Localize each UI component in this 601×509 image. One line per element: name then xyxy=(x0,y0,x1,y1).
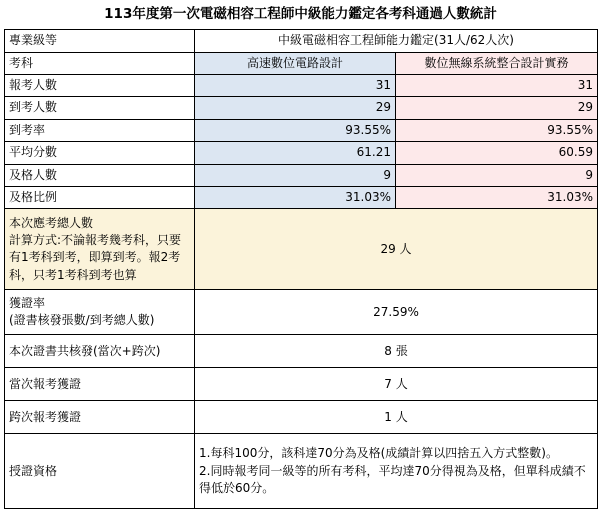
row-label-applicants: 報考人數 xyxy=(5,74,195,96)
table-row-cert-rate xyxy=(5,290,598,335)
table-row xyxy=(5,119,598,141)
table-row-qualification xyxy=(5,434,598,509)
qualification-label: 授證資格 xyxy=(5,434,195,509)
cert-cross-label: 跨次報考獲證 xyxy=(5,401,195,434)
table-row xyxy=(5,74,598,96)
table-row-subjects xyxy=(5,52,598,74)
cert-rate-label-line1: 獲證率 xyxy=(9,295,46,310)
table-row xyxy=(5,186,598,208)
qualification-rule-1: 1.每科100分，該科達70分為及格(成績計算以四捨五入方式整數)。 xyxy=(199,446,558,461)
subject-label: 考科 xyxy=(5,52,195,74)
qualification-rule-2: 2.同時報考同一級等的所有考科，平均達70分得視為及格，但單科成績不得低於60分。 xyxy=(199,463,586,495)
statistics-table xyxy=(4,29,598,509)
cert-cross-value: 1 人 xyxy=(195,401,598,434)
total-attendees-label-line1: 本次應考總人數 xyxy=(9,215,94,230)
table-row-total-attendees xyxy=(5,209,598,290)
total-attendees-label-line4: 科，只考1考科到考也算 xyxy=(9,267,137,282)
subject-b-header: 數位無線系統整合設計實務 xyxy=(396,52,598,74)
row-value-average-score-a: 61.21 xyxy=(195,142,396,164)
cert-current-value: 7 人 xyxy=(195,368,598,401)
page-title: 113年度第一次電磁相容工程師中級能力鑑定各考科通過人數統計 xyxy=(104,6,497,22)
row-value-pass-count-a: 9 xyxy=(195,164,396,186)
row-value-attendance-rate-b: 93.55% xyxy=(396,119,598,141)
row-value-average-score-b: 60.59 xyxy=(396,142,598,164)
cert-rate-value: 27.59% xyxy=(195,290,598,335)
row-label-attendance-rate: 到考率 xyxy=(5,119,195,141)
table-row-cert-issued xyxy=(5,335,598,368)
row-label-average-score: 平均分數 xyxy=(5,142,195,164)
row-value-pass-rate-a: 31.03% xyxy=(195,186,396,208)
cert-rate-label xyxy=(5,290,195,335)
qualification-text xyxy=(195,434,598,509)
row-value-pass-rate-b: 31.03% xyxy=(396,186,598,208)
row-value-applicants-a: 31 xyxy=(195,74,396,96)
row-value-attendees-b: 29 xyxy=(396,97,598,119)
total-attendees-label-line2: 計算方式:不論報考幾考科，只要 xyxy=(9,232,182,247)
total-attendees-value: 29 人 xyxy=(195,209,598,290)
row-value-pass-count-b: 9 xyxy=(396,164,598,186)
row-label-pass-rate: 及格比例 xyxy=(5,186,195,208)
row-value-attendees-a: 29 xyxy=(195,97,396,119)
cert-issued-label: 本次證書共核發(當次+跨次) xyxy=(5,335,195,368)
table-row-grade xyxy=(5,30,598,52)
cert-rate-label-line2: (證書核發張數/到考總人數) xyxy=(9,313,155,328)
total-attendees-label xyxy=(5,209,195,290)
row-value-applicants-b: 31 xyxy=(396,74,598,96)
table-row-cert-current xyxy=(5,368,598,401)
grade-value: 中級電磁相容工程師能力鑑定(31人/62人次) xyxy=(195,30,598,52)
grade-label: 專業級等 xyxy=(5,30,195,52)
cert-issued-value: 8 張 xyxy=(195,335,598,368)
table-row xyxy=(5,164,598,186)
row-label-attendees: 到考人數 xyxy=(5,97,195,119)
total-attendees-label-line3: 有1考科到考，即算到考。報2考 xyxy=(9,250,181,265)
table-row xyxy=(5,97,598,119)
table-row-cert-cross xyxy=(5,401,598,434)
row-label-pass-count: 及格人數 xyxy=(5,164,195,186)
subject-a-header: 高速數位電路設計 xyxy=(195,52,396,74)
cert-current-label: 當次報考獲證 xyxy=(5,368,195,401)
table-row xyxy=(5,142,598,164)
row-value-attendance-rate-a: 93.55% xyxy=(195,119,396,141)
